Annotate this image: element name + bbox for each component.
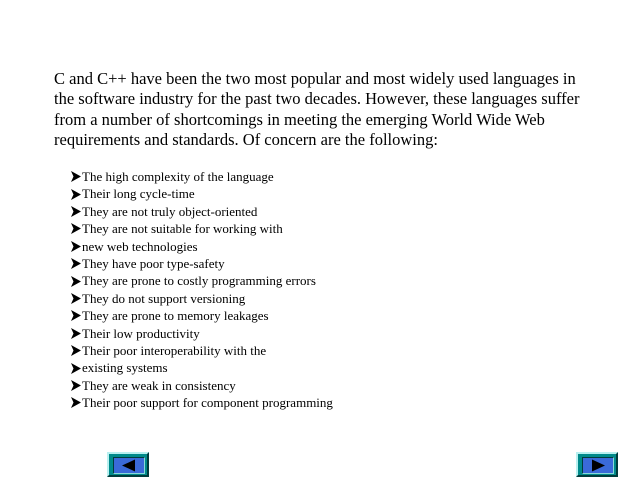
list-item-text: Their long cycle-time [82, 186, 195, 202]
list-item [71, 359, 333, 376]
list-item-text: Their low productivity [82, 325, 200, 341]
intro-line: C and C++ have been the two most popular and most widely used languages in [54, 69, 576, 88]
intro-line: requirements and standards. Of concern are the following: [54, 130, 438, 150]
arrow-right-bullet-icon [71, 171, 81, 182]
arrow-right-bullet-icon [71, 258, 81, 269]
list-item-text: They have poor type-safety [82, 256, 225, 272]
list-item-text: They are not suitable for working with [82, 221, 283, 237]
list-item [71, 238, 333, 255]
next-button-face [582, 457, 614, 474]
arrow-right-bullet-icon [71, 328, 81, 339]
list-item [71, 290, 333, 307]
previous-slide-button[interactable] [107, 452, 149, 477]
list-item-text: The high complexity of the language [82, 169, 274, 184]
list-item-text: new web technologies [82, 238, 198, 254]
list-item [71, 342, 333, 359]
arrow-right-bullet-icon [71, 241, 81, 252]
list-item [71, 307, 333, 324]
triangle-right-icon [583, 458, 613, 473]
next-slide-button[interactable] [576, 452, 618, 477]
list-item-text: Their poor interoperability with the [82, 343, 267, 359]
intro-line: from a number of shortcomings in meeting the emerging World Wide Web [54, 109, 545, 129]
list-item-text: existing systems [82, 360, 168, 376]
arrow-right-bullet-icon [71, 345, 81, 356]
list-item-text: They are prone to costly programming errors [82, 273, 316, 289]
list-item [71, 168, 333, 185]
arrow-right-bullet-icon [71, 189, 81, 200]
arrow-right-bullet-icon [71, 276, 81, 287]
list-item [71, 255, 333, 272]
intro-paragraph [54, 69, 614, 151]
list-item-text: They are not truly object-oriented [82, 203, 258, 219]
list-item [71, 220, 333, 237]
list-item-text: They are weak in consistency [82, 377, 236, 393]
arrow-right-bullet-icon [71, 293, 81, 304]
list-item [71, 185, 333, 202]
arrow-right-bullet-icon [71, 310, 81, 321]
triangle-left-icon [114, 458, 144, 473]
list-item [71, 377, 333, 394]
arrow-right-bullet-icon [71, 363, 81, 374]
shortcomings-list [71, 168, 333, 412]
list-item [71, 394, 333, 411]
list-item-text: They are prone to memory leakages [82, 308, 269, 324]
list-item [71, 272, 333, 289]
list-item-text: Their poor support for component programming [82, 395, 333, 411]
arrow-right-bullet-icon [71, 380, 81, 391]
list-item [71, 325, 333, 342]
list-item-text: They do not support versioning [82, 290, 246, 306]
previous-button-face [113, 457, 145, 474]
arrow-right-bullet-icon [71, 206, 81, 217]
list-item [71, 203, 333, 220]
intro-line: the software industry for the past two decades. However, these languages suffer [54, 89, 580, 109]
arrow-right-bullet-icon [71, 223, 81, 234]
arrow-right-bullet-icon [71, 397, 81, 408]
